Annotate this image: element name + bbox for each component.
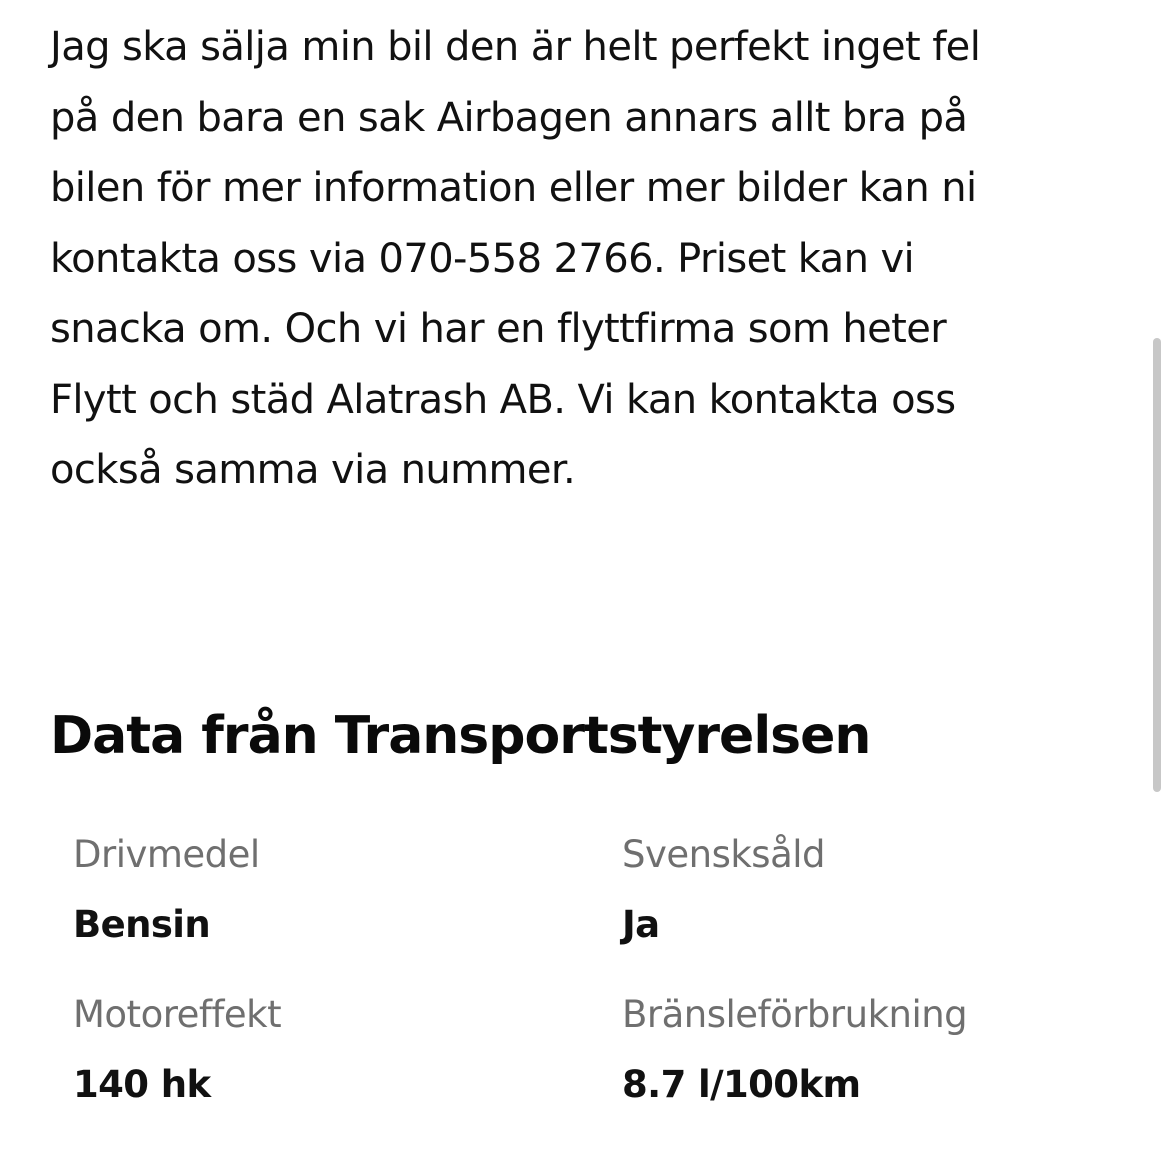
spec-label: Svensksåld <box>622 833 826 876</box>
spec-fuel <box>73 828 622 952</box>
spec-label: Bränsleförbrukning <box>622 993 968 1036</box>
spec-value: Bensin <box>73 903 211 946</box>
specs-grid <box>73 828 1073 1112</box>
spec-value: 8.7 l/100km <box>622 1063 861 1106</box>
listing-description: Jag ska sälja min bil den är helt perfekt inget fel på den bara en sak Airbagen annars allt bra på bilen för mer information eller mer bilder kan ni kontakta oss via 070-558 2766. Priset kan vi snacka om. Och vi har en flyttfirma som heter Flytt och städ Alatrash AB. Vi kan kontakta oss också samma via nummer. <box>50 24 981 493</box>
spec-value: 140 hk <box>73 1063 211 1106</box>
spec-label: Drivmedel <box>73 833 260 876</box>
scrollbar-thumb[interactable] <box>1153 338 1161 792</box>
section-title: Data från Transportstyrelsen <box>50 706 871 766</box>
spec-sold-in-sweden <box>622 828 1073 952</box>
spec-value: Ja <box>622 903 660 946</box>
spec-label: Motoreffekt <box>73 993 282 1036</box>
spec-engine-power <box>73 988 622 1112</box>
spec-fuel-consumption <box>622 988 1073 1112</box>
